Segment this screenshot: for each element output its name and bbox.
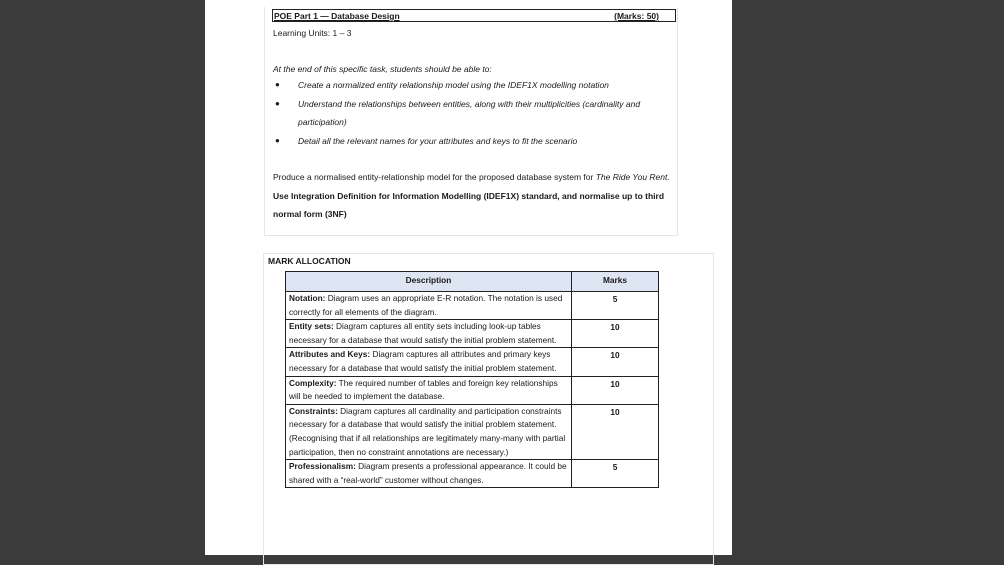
document-page <box>205 0 732 555</box>
system-name: The Ride You Rent. <box>595 172 670 182</box>
part-marks: (Marks: 50) <box>614 11 659 21</box>
bullet-icon: ● <box>275 135 280 145</box>
outcomes-list <box>263 76 683 150</box>
part-title: POE Part 1 — Database Design <box>274 11 400 21</box>
table-row: Constraints: Diagram captures all cardinality and participation constraints necessary for a database that would satisfy the initial problem statement. (Recognising that if all relationships are legitimately many-many with partial participation, then no constraint annotations are necessary.) 10 <box>286 404 659 459</box>
mark-allocation-table <box>285 271 659 488</box>
task-description: Produce a normalised entity-relationship model for the proposed database system for The Ride You Rent. Use Integration Definition for Information Modelling (IDEF1X) standard, and normalise up to third normal form (3NF) <box>273 172 670 219</box>
table-header-row <box>286 272 659 292</box>
outcomes-intro: At the end of this specific task, students should be able to: <box>273 64 492 74</box>
list-item: ● Detail all the relevant names for your attributes and keys to fit the scenario <box>263 132 683 151</box>
list-item: ● Understand the relationships between entities, along with their multiplicities (cardinality and participation) <box>263 95 683 132</box>
list-item: ● Create a normalized entity relationship model using the IDEF1X modelling notation <box>263 76 683 95</box>
column-header-marks: Marks <box>572 272 659 292</box>
table-row: Attributes and Keys: Diagram captures all attributes and primary keys necessary for a database that would satisfy the initial problem statement. 10 <box>286 348 659 376</box>
task-requirement: Use Integration Definition for Information Modelling (IDEF1X) standard, and normalise up to third normal form (3NF) <box>273 190 665 219</box>
bullet-icon: ● <box>275 80 280 89</box>
table-row: Complexity: The required number of tables and foreign key relationships will be needed to implement the database. 10 <box>286 376 659 404</box>
table-row: Professionalism: Diagram presents a professional appearance. It could be shared with a “real-world” customer without changes. 5 <box>286 460 659 488</box>
bullet-icon: ● <box>275 98 280 108</box>
part-header <box>272 9 676 22</box>
table-row: Entity sets: Diagram captures all entity sets including look-up tables necessary for a database that would satisfy the initial problem statement. 10 <box>286 320 659 348</box>
learning-units: Learning Units: 1 – 3 <box>273 28 352 38</box>
table-row: Notation: Diagram uses an appropriate E-R notation. The notation is used correctly for all elements of the diagram. 5 <box>286 292 659 320</box>
column-header-description: Description <box>286 272 572 292</box>
mark-allocation-title: MARK ALLOCATION <box>268 256 351 266</box>
